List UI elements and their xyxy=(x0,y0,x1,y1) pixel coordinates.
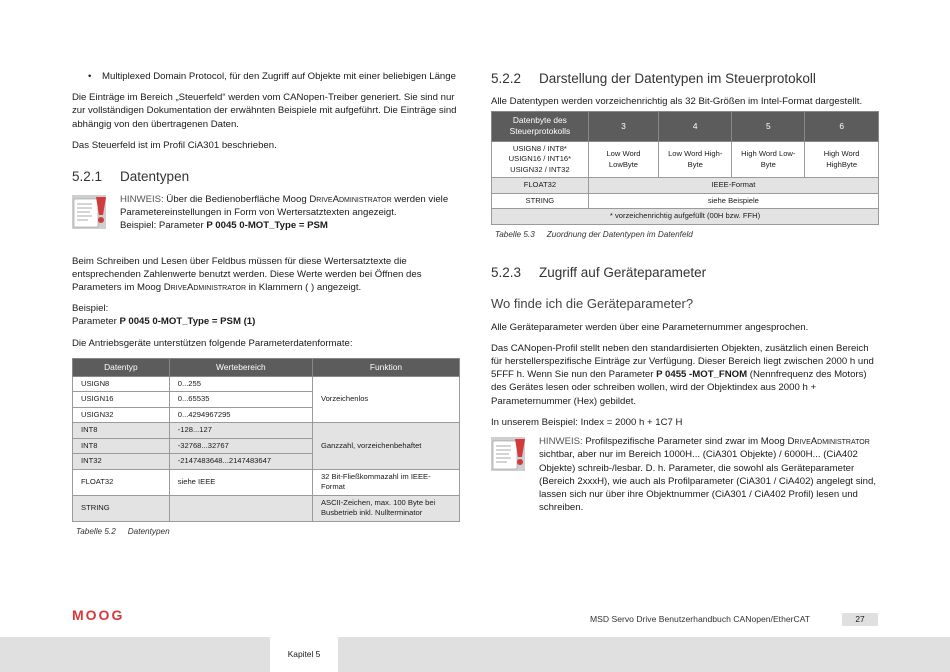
bullet-text: Multiplexed Domain Protocol, für den Zugriff auf Objekte mit einer beliebigen Länge xyxy=(102,71,456,82)
table-caption xyxy=(495,229,879,240)
paragraph: Das Steuerfeld ist im Profil CiA301 beschrieben. xyxy=(72,139,277,151)
row-label: USIGN32 / INT32 xyxy=(510,164,570,174)
table-row xyxy=(73,376,460,391)
table-header-cell: Datentyp xyxy=(73,358,170,376)
table-cell: -32768...32767 xyxy=(169,438,312,453)
table-header-cell: 4 xyxy=(659,111,732,141)
example-label: Beispiel: xyxy=(72,303,109,315)
table-cell: STRING xyxy=(492,193,589,208)
table-header-cell: Datenbyte des Steuerprotokolls xyxy=(492,111,589,141)
table-cell: INT8 xyxy=(73,423,170,438)
paragraph xyxy=(491,342,879,408)
section-title: Datentypen xyxy=(120,169,190,185)
table-cell: 0...65535 xyxy=(169,392,312,407)
note-box xyxy=(72,193,460,233)
product-name: DriveAdministrator xyxy=(163,281,246,293)
table-row xyxy=(492,209,879,224)
table-header-cell: 5 xyxy=(732,111,805,141)
table-cell: USIGN16 xyxy=(73,392,170,407)
note-label: HINWEIS: xyxy=(539,436,583,448)
table-cell: -2147483648...2147483647 xyxy=(169,454,312,469)
table-cell: Vorzeichenlos xyxy=(312,376,459,422)
row-label: USIGN8 / INT8* xyxy=(512,143,567,153)
table-header-cell: Funktion xyxy=(312,358,459,376)
table-cell: Low Word LowByte xyxy=(588,141,658,177)
note-text xyxy=(539,435,879,514)
table-cell: High Word HighByte xyxy=(805,141,879,177)
section-heading xyxy=(72,168,460,187)
table-header-cell: 6 xyxy=(805,111,879,141)
table-header-cell: 3 xyxy=(588,111,658,141)
table-cell: High Word Low-Byte xyxy=(732,141,805,177)
moog-logo: MOOG xyxy=(72,607,125,623)
table-row xyxy=(73,423,460,438)
note-text-part: sichtbar, aber nur im Bereich 1000H... (CiA301 Objekte) / 6000H... (CiA402 Objekte) schreib-/lesbar. D. h. Parameter, die sowohl als Geräteparameter (Bereich 2xxxH), wie auch als Profilparameter (CiA301 / CiA402) angelegt sind, lassen sich nur über ihre Objektnummer (CiA301 / CiA402 Profil) lesen und schreiben. xyxy=(539,449,876,514)
footer-band xyxy=(0,637,950,672)
table-caption xyxy=(76,526,460,537)
document-title: MSD Servo Drive Benutzerhandbuch CANopen/EtherCAT xyxy=(590,614,811,624)
paragraph xyxy=(72,255,460,295)
table-cell: STRING xyxy=(73,495,170,521)
table-cell: IEEE-Format xyxy=(588,178,878,193)
table-cell: USIGN8 xyxy=(73,376,170,391)
caption-text: Zuordnung der Datentypen im Datenfeld xyxy=(546,229,693,239)
note-text-part: Profilspezifische Parameter sind zwar im Moog xyxy=(582,436,788,448)
product-name: DriveAdministrator xyxy=(787,436,870,448)
datatypes-table xyxy=(72,358,460,522)
chapter-tab[interactable]: Kapitel 5 xyxy=(270,637,338,672)
parameter-name: P 0455 -MOT_FNOM xyxy=(656,369,748,381)
right-column xyxy=(491,70,879,525)
section-heading xyxy=(491,264,879,283)
table-header-row xyxy=(492,111,879,141)
control-protocol-table xyxy=(491,111,879,225)
example-prefix: Beispiel: Parameter xyxy=(120,220,207,232)
table-cell xyxy=(169,495,312,521)
section-number: 5.2.2 xyxy=(491,71,522,86)
list-item xyxy=(72,70,460,83)
caption-number: Tabelle 5.3 xyxy=(495,229,535,239)
table-cell: 0...255 xyxy=(169,376,312,391)
table-cell: siehe Beispiele xyxy=(588,193,878,208)
table-cell: -128...127 xyxy=(169,423,312,438)
paragraph: Die Antriebsgeräte unterstützen folgende Parameterdatenformate: xyxy=(72,337,353,349)
note-icon xyxy=(491,435,529,473)
section-number: 5.2.1 xyxy=(72,169,103,185)
table-header-row xyxy=(73,358,460,376)
note-text-part: Über die Bedienoberfläche Moog xyxy=(163,193,310,205)
table-cell: 0...4294967295 xyxy=(169,407,312,422)
table-row xyxy=(492,141,879,177)
paragraph-part: (Nennfrequenz des Motors) des Gerätes lesen oder schreiben wollen, wird der Objektindex aus 2000 h + Parameternummer (Hex) gebildet. xyxy=(491,369,867,407)
section-heading xyxy=(491,70,879,89)
note-text xyxy=(120,193,460,233)
table-row xyxy=(73,495,460,521)
page-number: 27 xyxy=(842,613,878,626)
note-box xyxy=(491,435,879,514)
paragraph-part: Beim Schreiben und Lesen über Feldbus müssen für diese Wertersatztexte die entsprechenden Zahlenwerte benutzt werden. Diese Werte werden bei Öffnen des Parameters im Moog xyxy=(72,255,422,293)
table-cell: siehe IEEE xyxy=(169,469,312,495)
table-cell: INT32 xyxy=(73,454,170,469)
example-prefix: Parameter xyxy=(72,316,120,328)
product-name: DriveAdministrator xyxy=(309,193,392,205)
table-cell: Ganzzahl, vorzeichenbehaftet xyxy=(312,423,459,469)
table-row xyxy=(492,193,879,208)
table-cell: 32 Bit-Fließkommazahl im IEEE-Format xyxy=(312,469,459,495)
section-title: Darstellung der Datentypen im Steuerprotokoll xyxy=(539,71,816,86)
example-value: P 0045 0-MOT_Type = PSM xyxy=(206,220,328,232)
note-icon xyxy=(72,193,110,231)
example-paragraph xyxy=(72,302,460,328)
paragraph: In unserem Beispiel: Index = 2000 h + 1C7 H xyxy=(491,416,683,428)
paragraph: Alle Geräteparameter werden über eine Parameternummer angesprochen. xyxy=(491,321,809,333)
table-row xyxy=(73,469,460,495)
paragraph: Die Einträge im Bereich „Steuerfeld“ werden vom CANopen-Treiber generiert. Sie sind nur zur vollständigen Dokumentation der erwähnten Beispiele mit aufgeführt. Die Einträge sind abhängig von den übertragenen Daten. xyxy=(72,92,457,130)
table-cell: Low Word High-Byte xyxy=(659,141,732,177)
note-text-part: werden viele Parametereinstellungen in Form von Wertersatztexten angezeigt. xyxy=(120,193,449,219)
bullet-icon: • xyxy=(88,71,92,82)
table-footnote: * vorzeichenrichtig aufgefüllt (00H bzw. FFH) xyxy=(492,209,879,224)
paragraph-part: Das CANopen-Profil stellt neben den standardisierten Objekten, zusätzlich einen Bereich für herstellerspezifische Einträge zur Verfügung. Dieser Bereich liegt zwischen 2000 h und 5FFF h. Wenn Sie nun den Parameter xyxy=(491,342,874,381)
table-cell: FLOAT32 xyxy=(492,178,589,193)
table-cell: ASCII-Zeichen, max. 100 Byte bei Busbetrieb inkl. Nullterminator xyxy=(312,495,459,521)
table-header-cell: Wertebereich xyxy=(169,358,312,376)
caption-number: Tabelle 5.2 xyxy=(76,526,116,536)
section-number: 5.2.3 xyxy=(491,264,522,280)
left-column xyxy=(72,70,460,537)
table-cell xyxy=(492,141,589,177)
note-label: HINWEIS: xyxy=(120,193,164,205)
table-cell: FLOAT32 xyxy=(73,469,170,495)
example-value: P 0045 0-MOT_Type = PSM (1) xyxy=(119,316,256,328)
table-row xyxy=(492,178,879,193)
table-cell: USIGN32 xyxy=(73,407,170,422)
caption-text: Datentypen xyxy=(127,526,170,536)
subheading: Wo finde ich die Geräteparameter? xyxy=(491,295,694,311)
table-cell: INT8 xyxy=(73,438,170,453)
paragraph: Alle Datentypen werden vorzeichenrichtig als 32 Bit-Größen im Intel-Format dargestellt. xyxy=(491,95,863,107)
section-title: Zugriff auf Geräteparameter xyxy=(539,264,707,280)
row-label: USIGN16 / INT16* xyxy=(508,154,572,164)
paragraph-part: in Klammern ( ) angezeigt. xyxy=(246,281,362,293)
